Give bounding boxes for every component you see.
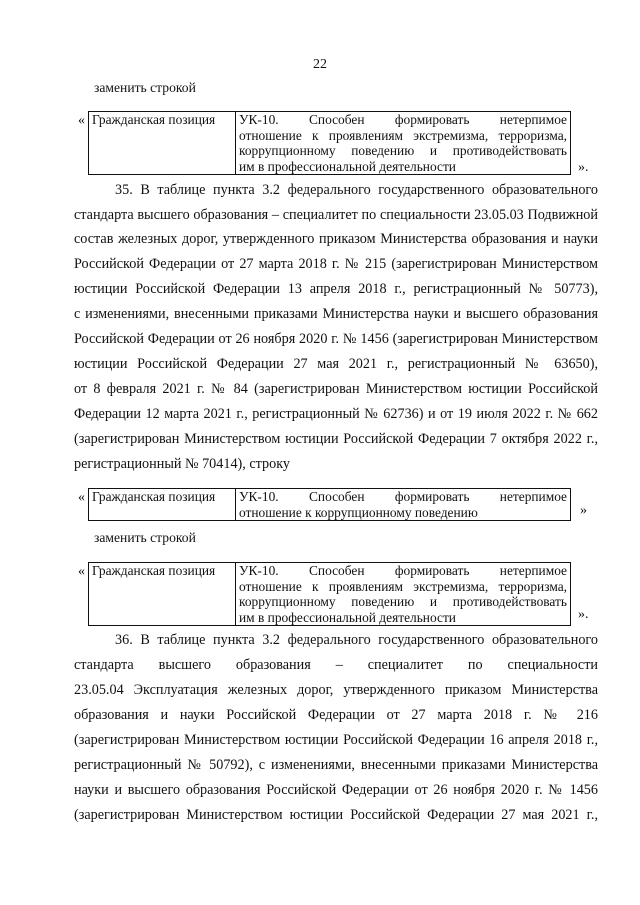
table-cell-competence: УК-10. Способен формировать нетерпимое отношение к коррупционному поведению [236,489,571,521]
close-quote-3: ». [578,607,589,622]
table-cell-category: Гражданская позиция [89,563,236,626]
replace-label-2: заменить строкой [94,530,196,545]
open-quote-1: « [78,113,85,128]
open-quote-3: « [78,564,85,579]
replacement-row-table-3 [88,562,571,626]
close-quote-2: » [580,503,587,518]
table-cell-competence: УК-10. Способен формировать нетерпимое отношение к проявлениям экстремизма, терроризма, коррупционному поведению и противодействовать им в профессиональной деятельности [236,112,571,175]
table-cell-category: Гражданская позиция [89,112,236,175]
table-cell-category: Гражданская позиция [89,489,236,521]
replacement-row-table-1 [88,111,571,175]
page-number: 22 [313,57,327,72]
close-quote-1: ». [578,160,589,175]
replace-label-1: заменить строкой [94,80,196,95]
table-cell-competence: УК-10. Способен формировать нетерпимое отношение к проявлениям экстремизма, терроризма, коррупционному поведению и противодействовать им в профессиональной деятельности [236,563,571,626]
open-quote-2: « [78,490,85,505]
original-row-table-2 [88,488,571,521]
